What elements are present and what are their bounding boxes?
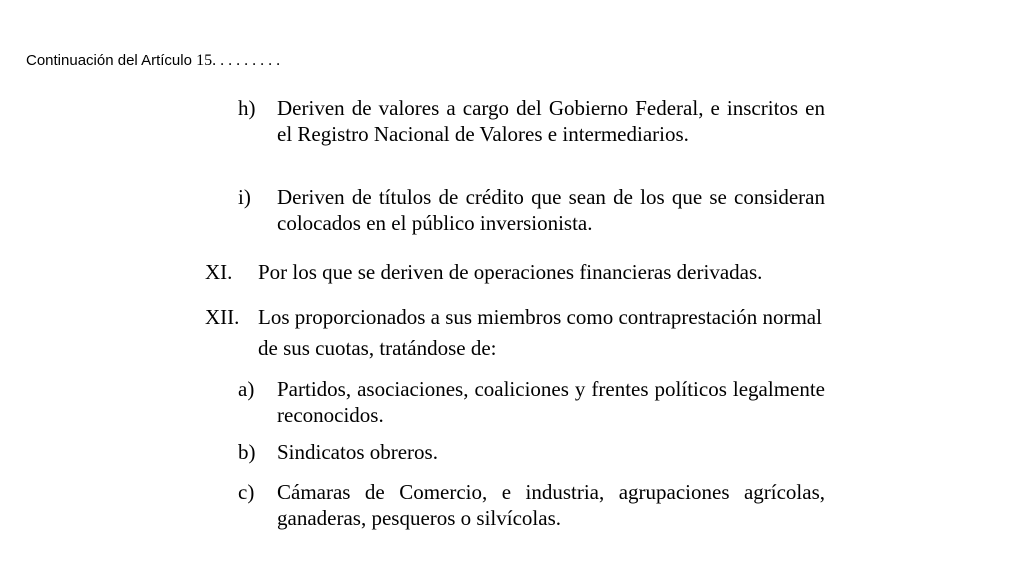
clause-text: Partidos, asociaciones, coaliciones y frentes políticos legalmente reconocidos.	[277, 377, 825, 427]
clause-label: a)	[238, 377, 255, 401]
fraction-text: Los proporcionados a sus miembros como contraprestación normal de sus cuotas, tratándose de:	[258, 305, 822, 360]
fraction-label: XI.	[205, 260, 233, 284]
fraction-xi	[205, 259, 835, 287]
clause-text: Cámaras de Comercio, e industria, agrupaciones agrícolas, ganaderas, pesqueros o silvícolas.	[277, 480, 825, 530]
clause-label: b)	[238, 440, 256, 464]
clause-label: h)	[238, 96, 256, 120]
clause-i	[238, 184, 828, 238]
header-lead: Continuación del Artículo	[26, 52, 197, 69]
fraction-label: XII.	[205, 305, 240, 329]
clause-text: Sindicatos obreros.	[277, 440, 438, 464]
clause-text: Deriven de valores a cargo del Gobierno Federal, e inscritos en el Registro Nacional de Valores e intermediarios.	[277, 96, 825, 146]
clause-b	[238, 439, 828, 467]
continuation-header	[26, 50, 280, 72]
clause-label: c)	[238, 480, 255, 504]
header-article-number: 15. . . . . . . . .	[196, 52, 281, 69]
clause-label: i)	[238, 185, 251, 209]
fraction-text: Por los que se deriven de operaciones financieras derivadas.	[258, 260, 763, 284]
clause-a	[238, 376, 828, 430]
clause-c	[238, 479, 828, 533]
fraction-xii	[205, 304, 835, 368]
clause-h	[238, 95, 828, 175]
clause-text: Deriven de títulos de crédito que sean de los que se consideran colocados en el público inversionista.	[277, 185, 825, 235]
